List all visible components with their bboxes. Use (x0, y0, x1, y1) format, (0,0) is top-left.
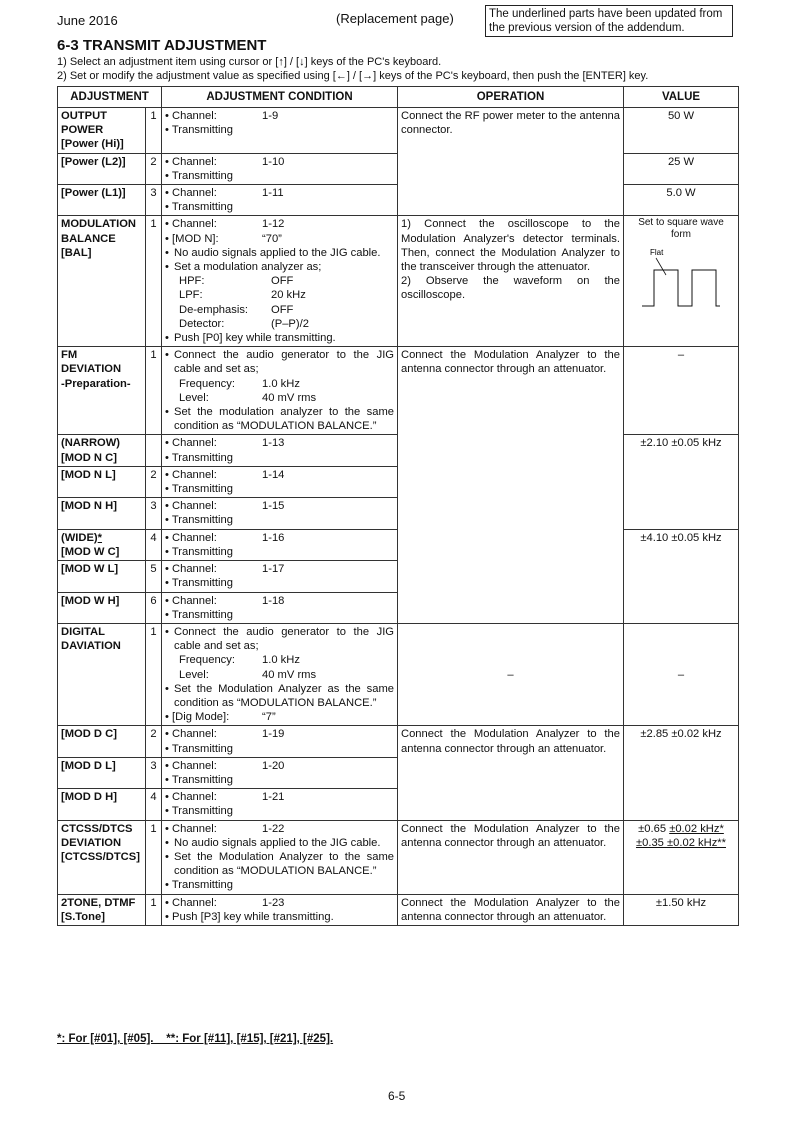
channel-value: 1-9 (262, 110, 279, 122)
table-row (58, 108, 739, 154)
table-header (58, 87, 739, 108)
transmitting: • Transmitting (165, 773, 233, 786)
set-analyzer-text: Set a modulation analyzer as; (174, 261, 322, 274)
condition (162, 498, 398, 529)
level-label: Level: (179, 668, 209, 681)
transmitting: • Transmitting (165, 608, 233, 621)
connect-generator-text: Connect the audio generator to the JIG cable and set as; (174, 625, 394, 653)
channel-label: • Channel: (165, 896, 217, 909)
adjustment-name: [MOD D H] (58, 789, 146, 820)
channel-value: 1-18 (262, 594, 285, 607)
channel-label: • Channel: (165, 594, 217, 607)
channel-value: 1-13 (262, 437, 285, 450)
channel-label: • Channel: (165, 468, 217, 481)
operation: Connect the RF power meter to the antenna connector. (398, 108, 624, 216)
table-row (58, 894, 739, 925)
level-label: Level: (179, 391, 209, 404)
channel-value: 1-21 (262, 791, 285, 804)
table-row (58, 216, 739, 347)
value: – (624, 623, 739, 725)
adjustment-name (58, 529, 146, 560)
transmitting: • Transmitting (165, 451, 233, 464)
value: ±1.50 kHz (624, 894, 739, 925)
mod-n-value: “70” (262, 232, 282, 245)
channel-label: • Channel: (165, 531, 217, 544)
step-number: 4 (146, 529, 162, 560)
col-operation: OPERATION (398, 87, 624, 108)
condition (162, 153, 398, 184)
push-key-text: • Push [P3] key while transmitting. (165, 910, 334, 923)
operation: Connect the Modulation Analyzer to the antenna connector through an attenuator. (398, 726, 624, 820)
value (624, 216, 739, 347)
value: – (624, 347, 739, 435)
operation-step-2: 2) Observe the waveform on the oscilloscope. (401, 275, 620, 302)
step-number: 1 (146, 108, 162, 154)
detector-label: Detector: (179, 317, 225, 330)
lpf-value: 20 kHz (271, 289, 306, 302)
adjustment-name: [MOD D L] (58, 757, 146, 788)
adjustment-name-wide: (WIDE) (61, 531, 98, 544)
adjustment-name: (NARROW) [MOD N C] (58, 435, 146, 466)
footnote-marker: * (97, 531, 103, 544)
table-row (58, 726, 739, 757)
adjustment-name: OUTPUT POWER [Power (Hi)] (58, 108, 146, 154)
square-wave-diagram (636, 244, 726, 312)
footnote: *: For [#01], [#05]. **: For [#11], [#15], [#21], [#25]. (57, 1033, 334, 1045)
condition (162, 592, 398, 623)
frequency-value: 1.0 kHz (262, 377, 300, 390)
col-value: VALUE (624, 87, 739, 108)
adjustment-name-mod-w-c: [MOD W C] (61, 545, 120, 558)
step-number: 2 (146, 153, 162, 184)
channel-value: 1-11 (262, 187, 284, 200)
table-row (58, 347, 739, 435)
step-number: 6 (146, 592, 162, 623)
transmitting: • Transmitting (165, 577, 233, 590)
dig-mode-value: “7” (262, 711, 276, 724)
channel-label: • Channel: (165, 437, 217, 450)
table-row (58, 623, 739, 725)
channel-value: 1-19 (262, 728, 285, 741)
channel-label: • Channel: (165, 110, 217, 122)
step-number: 1 (146, 623, 162, 725)
transmitting: • Transmitting (165, 805, 233, 818)
level-value: 40 mV rms (262, 391, 317, 404)
adjustment-name: [MOD W L] (58, 561, 146, 592)
value: 25 W (624, 153, 739, 184)
step-number: 3 (146, 185, 162, 216)
condition (162, 894, 398, 925)
no-audio-text: No audio signals applied to the JIG cable. (174, 246, 381, 259)
adjustment-name: [MOD D C] (58, 726, 146, 757)
channel-label: • Channel: (165, 187, 217, 200)
no-audio-text: No audio signals applied to the JIG cable. (174, 836, 381, 849)
step-number: 2 (146, 466, 162, 497)
adjustment-name: [MOD N L] (58, 466, 146, 497)
adjustment-name: CTCSS/DTCS DEVIATION [CTCSS/DTCS] (58, 820, 146, 894)
value: ±4.10 ±0.05 kHz (624, 529, 739, 623)
table-row (58, 820, 739, 894)
push-key-text: Push [P0] key while transmitting. (174, 332, 336, 345)
adjustment-name: MODULATION BALANCE [BAL] (58, 216, 146, 347)
condition (162, 529, 398, 560)
transmitting: • Transmitting (165, 483, 233, 496)
channel-label: • Channel: (165, 155, 217, 168)
channel-value: 1-15 (262, 500, 285, 513)
deemphasis-label: De-emphasis: (179, 303, 249, 316)
set-same-text: Set the modulation analyzer to the same condition as “MODULATION BALANCE.” (174, 406, 394, 433)
flat-label: Flat (650, 248, 664, 258)
frequency-value: 1.0 kHz (262, 654, 300, 667)
value: 50 W (624, 108, 739, 154)
transmitting: • Transmitting (165, 169, 233, 182)
set-same-text: Set the Modulation Analyzer as the same condition as “MODULATION BALANCE.” (174, 682, 394, 709)
ctcss-value-2: ±0.35 ±0.02 kHz** (635, 836, 727, 849)
transmitting: • Transmitting (165, 514, 233, 527)
transmitting: • Transmitting (165, 742, 233, 755)
adjustment-name: [MOD W H] (58, 592, 146, 623)
adjustment-name: [MOD N H] (58, 498, 146, 529)
transmitting: • Transmitting (165, 201, 233, 214)
transmitting: • Transmitting (165, 545, 233, 558)
instruction-2: 2) Set or modify the adjustment value as specified using [←] / [→] keys of the PC's keyboard, then push the [ENTER] key. (57, 70, 649, 82)
step-number: 2 (146, 726, 162, 757)
mod-n-label: • [MOD N]: (165, 232, 219, 245)
channel-label: • Channel: (165, 759, 217, 772)
dig-mode-label: • [Dig Mode]: (165, 711, 230, 724)
page-number: 6-5 (388, 1089, 406, 1103)
level-value: 40 mV rms (262, 668, 317, 681)
instruction-1: 1) Select an adjustment item using cursor or [↑] / [↓] keys of the PC's keyboard. (57, 56, 442, 68)
condition (162, 435, 398, 466)
step-number: 1 (146, 820, 162, 894)
col-adjustment: ADJUSTMENT (58, 87, 162, 108)
value: 5.0 W (624, 185, 739, 216)
step-number: 1 (146, 894, 162, 925)
ctcss-value-1b: ±0.02 kHz* (669, 822, 724, 835)
channel-label: • Channel: (165, 563, 217, 576)
lpf-label: LPF: (179, 289, 203, 302)
hpf-label: HPF: (179, 275, 205, 288)
step-number (146, 435, 162, 466)
operation (398, 216, 624, 347)
condition: • Connect the audio generator to the JIG cable and set as; Frequency: 1.0 kHz Level: 40 mV rms • Set the Modulation Analyzer as the same condition as “MODULATION BALANCE.” • [Dig Mode]: “7” (162, 623, 398, 725)
channel-value: 1-12 (262, 218, 285, 231)
adjustment-name: [Power (L1)] (58, 185, 146, 216)
adjustment-name: FM DEVIATION -Preparation- (58, 347, 146, 435)
step-number: 1 (146, 347, 162, 435)
condition (162, 561, 398, 592)
channel-label: • Channel: (165, 728, 217, 741)
operation-step-1: 1) Connect the oscilloscope to the Modulation Analyzer's detector terminals. Then, connect the Modulation Analyzer to the transceiver through the attenuator. (401, 218, 620, 274)
square-wave-note: Set to square wave form (638, 217, 724, 241)
transmitting: • Transmitting (165, 879, 233, 892)
step-number: 3 (146, 757, 162, 788)
set-same-text: Set the Modulation Analyzer to the same condition as “MODULATION BALANCE.” (174, 850, 394, 878)
condition: • Connect the audio generator to the JIG cable and set as; Frequency: 1.0 kHz Level: 40 mV rms • Set the modulation analyzer to the same condition as “MODULATION BALANCE.” (162, 347, 398, 435)
hpf-value: OFF (271, 275, 294, 288)
header-date: June 2016 (57, 13, 118, 28)
adjustment-name: DIGITAL DAVIATION (58, 623, 146, 725)
condition: • Channel: 1-22 • No audio signals applied to the JIG cable. • Set the Modulation Analyzer to the same condition as “MODULATION BALANCE.” • Transmitting (162, 820, 398, 894)
operation: Connect the Modulation Analyzer to the antenna connector through an attenuator. (398, 894, 624, 925)
condition (162, 466, 398, 497)
condition (162, 726, 398, 757)
operation: – (398, 623, 624, 725)
channel-value: 1-22 (262, 822, 285, 835)
condition (162, 185, 398, 216)
channel-value: 1-23 (262, 896, 285, 909)
operation: Connect the Modulation Analyzer to the antenna connector through an attenuator. (398, 347, 624, 624)
value: ±2.10 ±0.05 kHz (624, 435, 739, 529)
frequency-label: Frequency: (179, 377, 235, 390)
channel-value: 1-10 (262, 155, 285, 168)
channel-value: 1-20 (262, 759, 285, 772)
channel-label: • Channel: (165, 791, 217, 804)
value: ±2.85 ±0.02 kHz (624, 726, 739, 820)
replacement-label: (Replacement page) (336, 11, 454, 26)
channel-label: • Channel: (165, 822, 217, 835)
channel-label: • Channel: (165, 218, 217, 231)
step-number: 1 (146, 216, 162, 347)
channel-value: 1-16 (262, 531, 285, 544)
adjustment-name: 2TONE, DTMF [S.Tone] (58, 894, 146, 925)
col-condition: ADJUSTMENT CONDITION (162, 87, 398, 108)
update-note: The underlined parts have been updated from the previous version of the addendum. (485, 5, 733, 37)
condition (162, 108, 398, 154)
step-number: 4 (146, 789, 162, 820)
deemphasis-value: OFF (271, 303, 294, 316)
condition (162, 757, 398, 788)
section-title: 6-3 TRANSMIT ADJUSTMENT (57, 37, 267, 54)
operation: Connect the Modulation Analyzer to the antenna connector through an attenuator. (398, 820, 624, 894)
channel-label: • Channel: (165, 500, 217, 513)
frequency-label: Frequency: (179, 654, 235, 667)
ctcss-value-1a: ±0.65 (638, 822, 670, 835)
channel-value: 1-17 (262, 563, 285, 576)
connect-generator-text: Connect the audio generator to the JIG cable and set as; (174, 349, 394, 376)
step-number: 3 (146, 498, 162, 529)
transmitting: • Transmitting (165, 124, 233, 137)
transmit-adjustment-table (57, 86, 739, 926)
channel-value: 1-14 (262, 468, 285, 481)
detector-value: (P–P)/2 (271, 317, 309, 330)
value (624, 820, 739, 894)
adjustment-name: [Power (L2)] (58, 153, 146, 184)
step-number: 5 (146, 561, 162, 592)
condition (162, 789, 398, 820)
condition: • Channel: 1-12 • [MOD N]: “70” • No audio signals applied to the JIG cable. • Set a modulation analyzer as; HPF: OFF LPF: 20 kHz De-emphasis: OFF Detector: (P–P)/2 • Push [P0] key while transmitting. (162, 216, 398, 347)
